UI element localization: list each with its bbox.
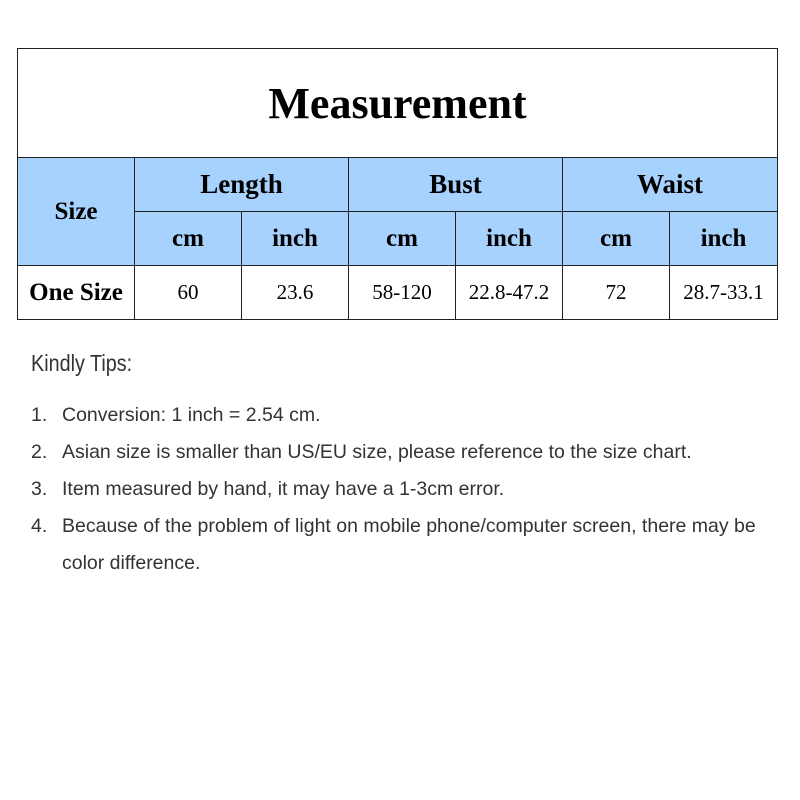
waist-inch-header: inch	[670, 212, 778, 266]
waist-cm-value: 72	[563, 266, 670, 320]
size-header: Size	[18, 158, 135, 266]
length-cm-value: 60	[135, 266, 242, 320]
length-header: Length	[135, 158, 349, 212]
row-label: One Size	[18, 266, 135, 320]
tip-number: 2.	[31, 441, 48, 463]
bust-inch-header: inch	[456, 212, 563, 266]
tip-number: 4.	[31, 515, 48, 537]
tip-text: Item measured by hand, it may have a 1-3cm error.	[62, 478, 505, 500]
tip-number: 3.	[31, 478, 48, 500]
bust-header: Bust	[349, 158, 563, 212]
tips-title: Kindly Tips:	[31, 350, 133, 376]
list-item	[31, 471, 771, 508]
bust-cm-header: cm	[349, 212, 456, 266]
tips-section	[31, 350, 771, 582]
length-inch-value: 23.6	[242, 266, 349, 320]
waist-inch-value: 28.7-33.1	[670, 266, 778, 320]
waist-cm-header: cm	[563, 212, 670, 266]
tip-text: Conversion: 1 inch = 2.54 cm.	[62, 404, 321, 426]
size-chart-table	[17, 48, 778, 320]
table-title: Measurement	[18, 49, 778, 158]
tip-text: Asian size is smaller than US/EU size, please reference to the size chart.	[62, 441, 692, 463]
bust-cm-value: 58-120	[349, 266, 456, 320]
tip-number: 1.	[31, 404, 48, 426]
list-item	[31, 434, 771, 471]
length-inch-header: inch	[242, 212, 349, 266]
tips-list	[31, 397, 771, 582]
tip-text: Because of the problem of light on mobile phone/computer screen, there may be color difference.	[62, 515, 756, 574]
length-cm-header: cm	[135, 212, 242, 266]
list-item	[31, 397, 771, 434]
list-item	[31, 508, 771, 582]
bust-inch-value: 22.8-47.2	[456, 266, 563, 320]
table-row	[18, 266, 778, 320]
waist-header: Waist	[563, 158, 778, 212]
